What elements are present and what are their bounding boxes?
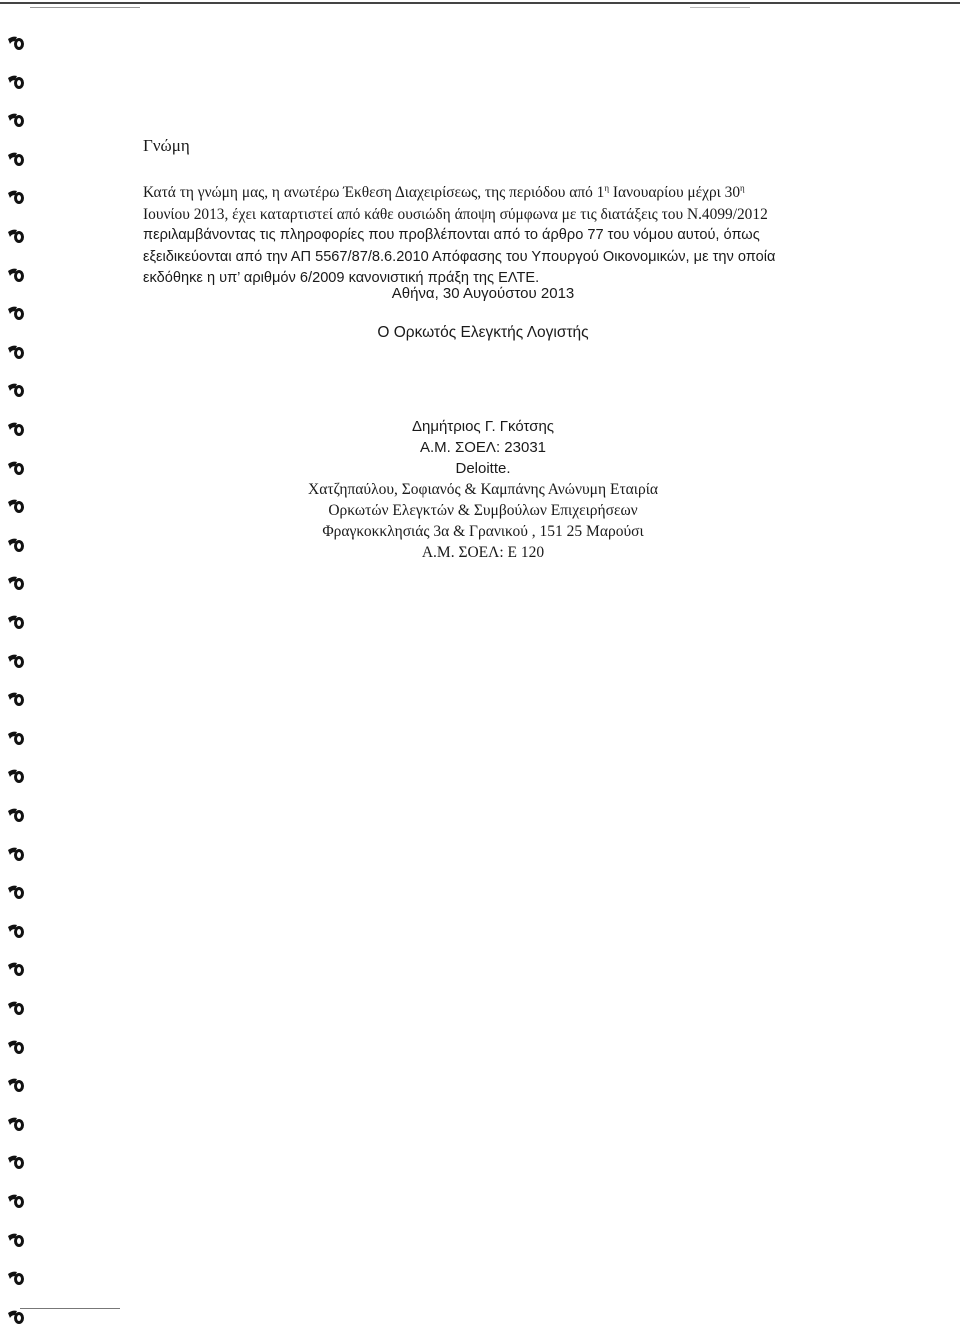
binding-hole-icon (6, 999, 26, 1017)
auditor-role: Ο Ορκωτός Ελεγκτής Λογιστής (377, 324, 589, 341)
opinion-paragraph (143, 182, 823, 290)
binding-holes (0, 0, 40, 1332)
binding-hole-icon (6, 729, 26, 747)
firm-full-name: Χατζηπαύλου, Σοφιανός & Καμπάνης Ανώνυμη Εταιρία (308, 481, 658, 498)
signature-block (143, 416, 823, 563)
firm-registry: Α.Μ. ΣΟΕΛ: Ε 120 (421, 544, 545, 561)
signatory-name: Δημήτριος Γ. Γκότσης (411, 418, 555, 435)
binding-hole-icon (6, 806, 26, 824)
paragraph-line-4: εξειδικεύονται από την ΑΠ 5567/87/8.6.2010 Απόφασης του Υπουργού Οικονομικών, με την οποία (143, 248, 776, 265)
binding-hole-icon (6, 1153, 26, 1171)
binding-hole-icon (6, 1308, 26, 1326)
firm-name: Deloitte. (455, 460, 511, 477)
binding-hole-icon (6, 111, 26, 129)
scan-edge-mark (30, 7, 140, 8)
binding-hole-icon (6, 767, 26, 785)
firm-description: Ορκωτών Ελεγκτών & Συμβούλων Επιχειρήσεων (328, 502, 638, 519)
binding-hole-icon (6, 574, 26, 592)
binding-hole-icon (6, 1076, 26, 1094)
firm-address: Φραγκοκκλησιάς 3α & Γρανικού , 151 25 Μαρούσι (322, 523, 644, 540)
scan-edge-mark (690, 7, 750, 8)
paragraph-line-2: Ιουνίου 2013, έχει καταρτιστεί από κάθε ουσιώδη άποψη σύμφωνα με τις διατάξεις του Ν.4099/2012 (143, 205, 768, 223)
paragraph-line-1: Κατά τη γνώμη μας, η ανωτέρω Έκθεση Διαχειρίσεως, της περιόδου από $1^\eta$ Ιανουαρίου μέχρι $30^\eta$ (143, 182, 745, 201)
date-place: Αθήνα, 30 Αυγούστου 2013 (391, 285, 575, 302)
signatory-registry: Α.Μ. ΣΟΕΛ: 23031 (419, 439, 546, 456)
binding-hole-icon (6, 34, 26, 52)
binding-hole-icon (6, 381, 26, 399)
binding-hole-icon (6, 1269, 26, 1287)
binding-hole-icon (6, 690, 26, 708)
binding-hole-icon (6, 960, 26, 978)
binding-hole-icon (6, 73, 26, 91)
binding-hole-icon (6, 343, 26, 361)
paragraph-line-3: περιλαμβάνοντας τις πληροφορίες που προβλέπονται από το άρθρο 77 του νόμου αυτού, όπως (143, 227, 760, 243)
binding-hole-icon (6, 150, 26, 168)
binding-hole-icon (6, 922, 26, 940)
section-heading: Γνώμη (143, 136, 190, 155)
binding-hole-icon (6, 227, 26, 245)
paragraph-line-5: εκδόθηκε η υπ’ αριθμόν 6/2009 κανονιστική πράξη της ΕΛΤΕ. (143, 270, 540, 286)
binding-hole-icon (6, 497, 26, 515)
binding-hole-icon (6, 304, 26, 322)
scan-top-edge-line (0, 2, 960, 4)
binding-hole-icon (6, 1115, 26, 1133)
opinion-section (143, 136, 823, 290)
binding-hole-icon (6, 1192, 26, 1210)
binding-hole-icon (6, 266, 26, 284)
binding-hole-icon (6, 536, 26, 554)
binding-hole-icon (6, 845, 26, 863)
binding-hole-icon (6, 1231, 26, 1249)
binding-hole-icon (6, 420, 26, 438)
binding-hole-icon (6, 188, 26, 206)
binding-hole-icon (6, 883, 26, 901)
binding-hole-icon (6, 1038, 26, 1056)
binding-hole-icon (6, 652, 26, 670)
binding-hole-icon (6, 459, 26, 477)
binding-hole-icon (6, 613, 26, 631)
